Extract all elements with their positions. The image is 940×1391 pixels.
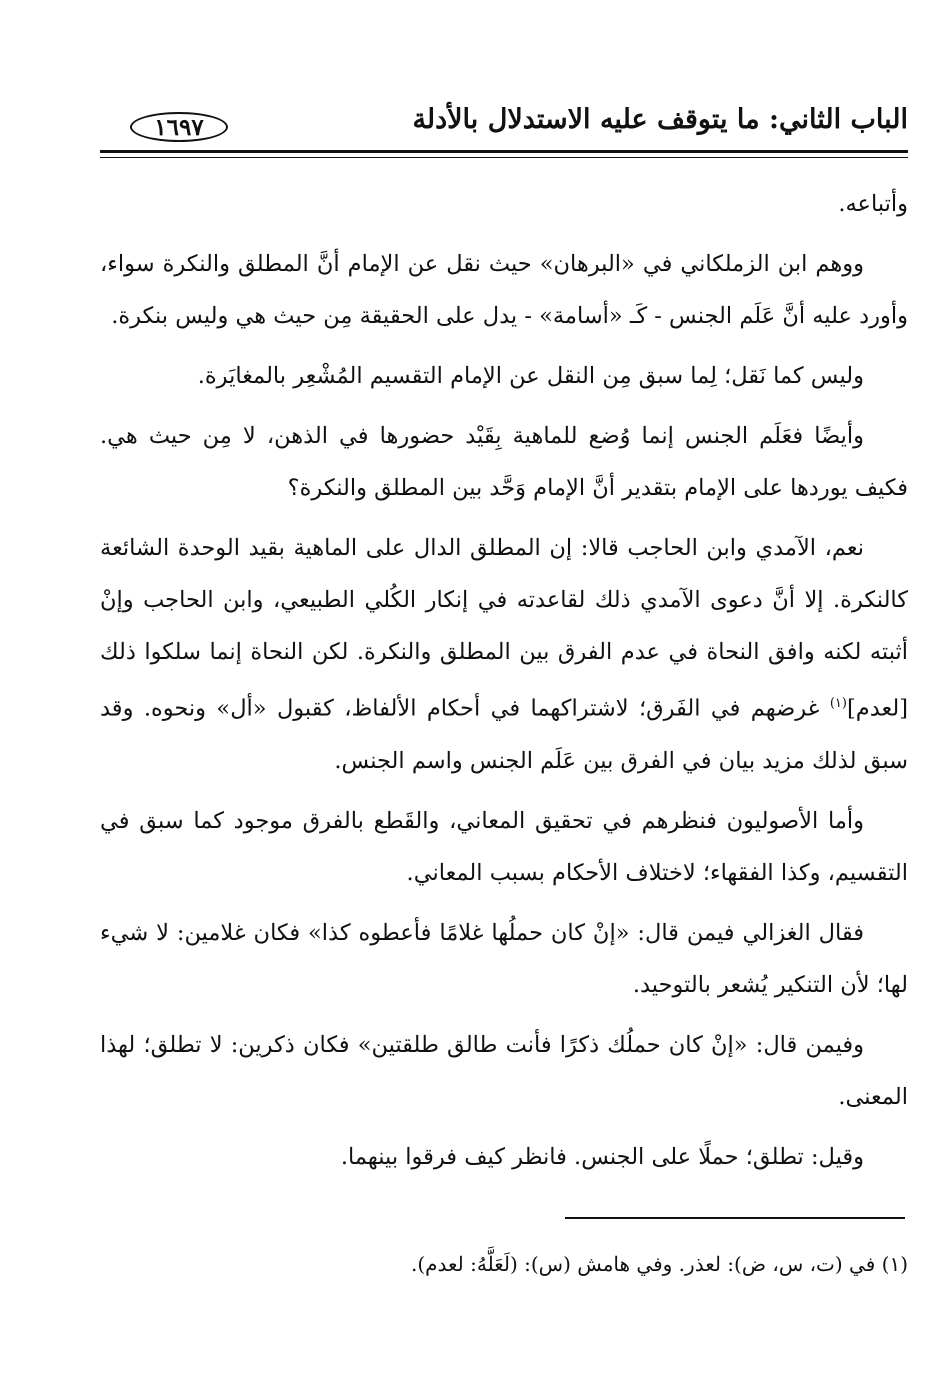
- page-number-badge: ١٦٩٧: [130, 112, 228, 142]
- header-rule-thin: [100, 157, 908, 158]
- footnote-reference: (١): [829, 696, 847, 711]
- paragraph: وأتباعه.: [838, 191, 908, 217]
- paragraph: ووهم ابن الزملكاني في «البرهان» حيث نقل عن الإمام أنَّ المطلق والنكرة سواء، وأورد عليه أنَّ عَلَم الجنس - كَـ «أسامة» - يدل على الحقيقة مِن حيث هي وليس بنكرة.: [100, 251, 908, 329]
- paragraph: وليس كما نَقل؛ لِما سبق مِن النقل عن الإمام التقسيم المُشْعِر بالمغايَرة.: [197, 363, 864, 389]
- paragraph: وأما الأصوليون فنظرهم في تحقيق المعاني، والقَطع بالفرق موجود كما سبق في التقسيم، وكذا الفقهاء؛ لاختلاف الأحكام بسبب المعاني.: [100, 807, 908, 886]
- paragraph: وفيمن قال: «إنْ كان حملُك ذكرًا فأنت طالق طلقتين» فكان ذكرين: لا تطلق؛ لهذا المعنى.: [100, 1031, 908, 1110]
- header-rule-thick: [100, 150, 908, 153]
- running-header: [100, 100, 908, 150]
- main-text: [100, 178, 908, 1191]
- bracketed-word: [لعدم]: [846, 695, 908, 722]
- footnote: (١) في (ت، س، ض): لعذر. وفي هامش (س): (لَعَلَّهُ: لعدم).: [410, 1252, 908, 1276]
- paragraph: فقال الغزالي فيمن قال: «إنْ كان حملُها غلامًا فأعطوه كذا» فكان غلامين: لا شيء لها؛ لأن التنكير يُشعر بالتوحيد.: [100, 919, 908, 998]
- paragraph: وأيضًا فعَلَم الجنس إنما وُضع للماهية بِقَيْد حضورها في الذهن، لا مِن حيث هي. فكيف يوردها على الإمام بتقدير أنَّ الإمام وَحَّد بين المطلق والنكرة؟: [100, 423, 908, 501]
- paragraph: وقيل: تطلق؛ حملًا على الجنس. فانظر كيف فرقوا بينهما.: [340, 1143, 864, 1170]
- footnote-separator: [565, 1217, 905, 1219]
- chapter-title: الباب الثاني: ما يتوقف عليه الاستدلال بالأدلة: [412, 104, 908, 135]
- paragraph-text: نعم، الآمدي وابن الحاجب قالا: إن المطلق الدال على الماهية بقيد الوحدة الشائعة كالنكرة. إلا أنَّ دعوى الآمدي ذلك لقاعدته في إنكار الكُلي الطبيعي، وابن الحاجب وإنْ أثبته لكنه وافق النحاة في عدم الفرق بين المطلق والنكرة. لكن النحاة إنما سلكوا ذلك: [100, 535, 908, 665]
- paragraph: [100, 522, 908, 787]
- paragraph-text: غرضهم في الفَرق؛ لاشتراكهما في أحكام الألفاظ، كقبول «أل» ونحوه. وقد سبق لذلك مزيد بيان في الفرق بين عَلَم الجنس واسم الجنس.: [100, 695, 908, 774]
